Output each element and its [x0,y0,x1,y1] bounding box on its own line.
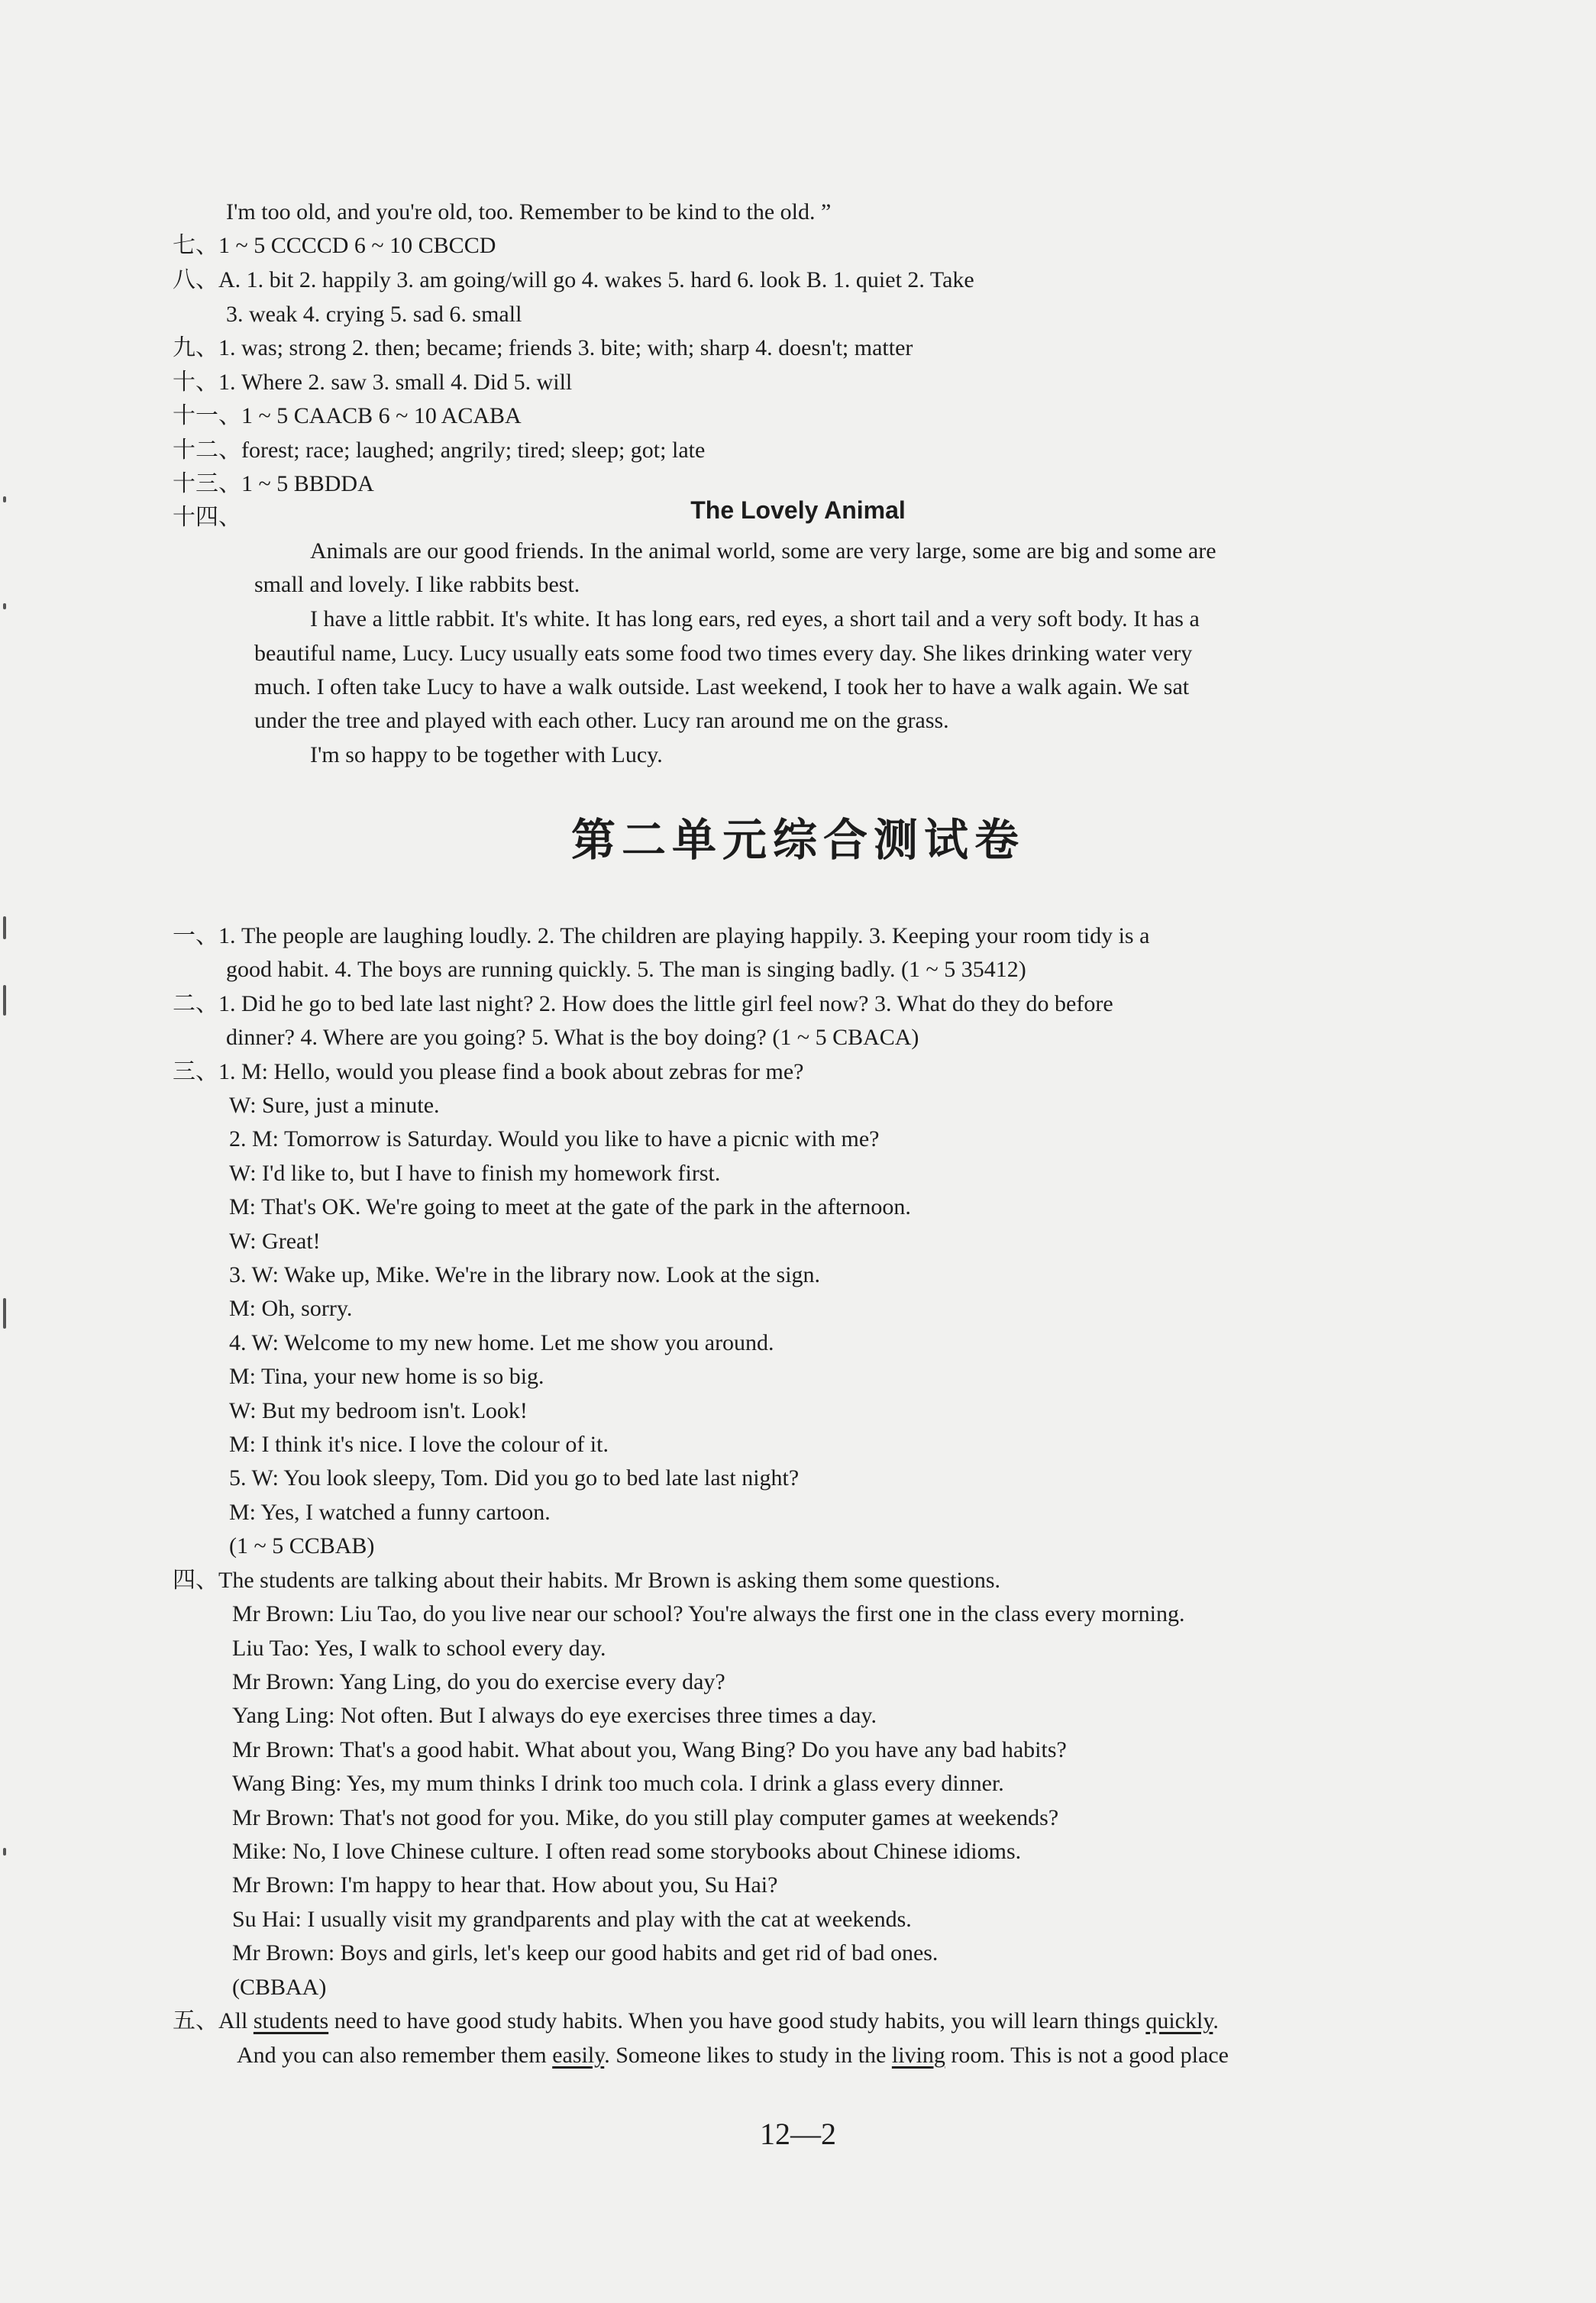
dialogue-line: Mr Brown: Yang Ling, do you do exercise every day? [232,1669,725,1694]
text-line: good habit. 4. The boys are running quickly. 5. The man is singing badly. (1 ~ 5 35412) [226,957,1026,982]
essay-line: much. I often take Lucy to have a walk outside. Last weekend, I took her to have a walk again. We sat [254,674,1190,699]
text-line: 十、1. Where 2. saw 3. small 4. Did 5. will [173,370,573,395]
text-line: I'm too old, and you're old, too. Remember to be kind to the old. ” [226,199,832,224]
essay-line: beautiful name, Lucy. Lucy usually eats some food two times every day. She likes drinking water very [254,641,1193,666]
dialogue-line: Mr Brown: Liu Tao, do you live near our school? You're always the first one in the class every morning. [232,1601,1185,1626]
text-line: 三、1. M: Hello, would you please find a book about zebras for me? [173,1059,804,1084]
passage-text: And you can also remember them [237,2043,553,2068]
text-line: 九、1. was; strong 2. then; became; friends 3. bite; with; sharp 4. doesn't; matter [173,335,913,360]
dialogue-line: M: I think it's nice. I love the colour of it. [229,1432,609,1457]
dialogue-line: M: Oh, sorry. [229,1296,353,1321]
text-line: 一、1. The people are laughing loudly. 2. The children are playing happily. 3. Keeping your room tidy is a [173,923,1150,948]
text-line: 二、1. Did he go to bed late last night? 2. How does the little girl feel now? 3. What do they do before [173,991,1113,1016]
passage-line [173,2006,1219,2037]
dialogue-line: M: That's OK. We're going to meet at the gate of the park in the afternoon. [229,1194,911,1219]
scan-edge-mark [3,603,6,609]
scan-edge-mark [3,985,6,1016]
essay-line: I have a little rabbit. It's white. It has long ears, red eyes, a short tail and a very soft body. It has a [310,606,1200,631]
dialogue-line: W: I'd like to, but I have to finish my homework first. [229,1161,721,1186]
text-line: 十二、forest; race; laughed; angrily; tired; sleep; got; late [173,438,706,463]
passage-text: . Someone likes to study in the [604,2043,892,2068]
dialogue-line: Mr Brown: That's not good for you. Mike, do you still play computer games at weekends? [232,1805,1059,1830]
underlined-word: quickly [1145,2008,1213,2033]
dialogue-line: Yang Ling: Not often. But I always do eye exercises three times a day. [232,1703,877,1728]
answer-line: (CBBAA) [232,1975,327,2000]
underlined-word: easily [552,2043,605,2068]
answer-line: (1 ~ 5 CCBAB) [229,1533,375,1558]
dialogue-line: M: Yes, I watched a funny cartoon. [229,1500,551,1525]
dialogue-line: 5. W: You look sleepy, Tom. Did you go to bed late last night? [229,1465,800,1491]
dialogue-line: Mr Brown: I'm happy to hear that. How about you, Su Hai? [232,1872,778,1898]
text-line: 七、1 ~ 5 CCCCD 6 ~ 10 CBCCD [173,233,496,258]
dialogue-line: W: Sure, just a minute. [229,1093,440,1118]
dialogue-line: 4. W: Welcome to my new home. Let me show you around. [229,1330,774,1355]
text-line: 十一、1 ~ 5 CAACB 6 ~ 10 ACABA [173,403,522,428]
dialogue-line: M: Tina, your new home is so big. [229,1364,544,1389]
dialogue-line: Mike: No, I love Chinese culture. I often read some storybooks about Chinese idioms. [232,1839,1022,1864]
underlined-word: living [891,2043,945,2068]
section-title: 第二单元综合测试卷 [570,814,1025,866]
essay-line: small and lovely. I like rabbits best. [254,572,580,597]
essay-line: I'm so happy to be together with Lucy. [310,742,663,767]
page-number: 12—2 [760,2117,836,2151]
essay-line: Animals are our good friends. In the animal world, some are very large, some are big and some are [310,538,1216,564]
dialogue-line: 2. M: Tomorrow is Saturday. Would you like to have a picnic with me? [229,1126,880,1152]
dialogue-line: Mr Brown: That's a good habit. What about you, Wang Bing? Do you have any bad habits? [232,1737,1067,1762]
dialogue-line: Liu Tao: Yes, I walk to school every day. [232,1636,606,1661]
text-line: 十四、 [173,505,241,530]
passage-text: . [1213,2008,1219,2033]
dialogue-line: Mr Brown: Boys and girls, let's keep our good habits and get rid of bad ones. [232,1940,939,1965]
underlined-word: students [253,2008,329,2033]
text-line: 十三、1 ~ 5 BBDDA [173,471,374,496]
text-line: 3. weak 4. crying 5. sad 6. small [226,302,522,327]
scan-edge-mark [3,1848,6,1856]
essay-line: under the tree and played with each other. Lucy ran around me on the grass. [254,708,949,733]
dialogue-line: 3. W: Wake up, Mike. We're in the library now. Look at the sign. [229,1262,821,1287]
passage-line [237,2040,1229,2071]
essay-title: The Lovely Animal [690,496,906,524]
scan-edge-mark [3,916,6,939]
passage-text: need to have good study habits. When you have good study habits, you will learn things [328,2008,1146,2033]
scan-edge-mark [3,1298,6,1329]
passage-text: 五、All [173,2008,254,2033]
dialogue-line: W: Great! [229,1229,321,1254]
text-line: dinner? 4. Where are you going? 5. What is the boy doing? (1 ~ 5 CBACA) [226,1025,919,1050]
dialogue-line: Su Hai: I usually visit my grandparents and play with the cat at weekends. [232,1907,912,1932]
text-line: 八、A. 1. bit 2. happily 3. am going/will go 4. wakes 5. hard 6. look B. 1. quiet 2. Take [173,267,974,292]
passage-text: room. This is not a good place [945,2043,1229,2068]
text-line: 四、The students are talking about their habits. Mr Brown is asking them some questions. [173,1568,1001,1593]
dialogue-line: W: But my bedroom isn't. Look! [229,1398,528,1423]
dialogue-line: Wang Bing: Yes, my mum thinks I drink too much cola. I drink a glass every dinner. [232,1771,1004,1796]
